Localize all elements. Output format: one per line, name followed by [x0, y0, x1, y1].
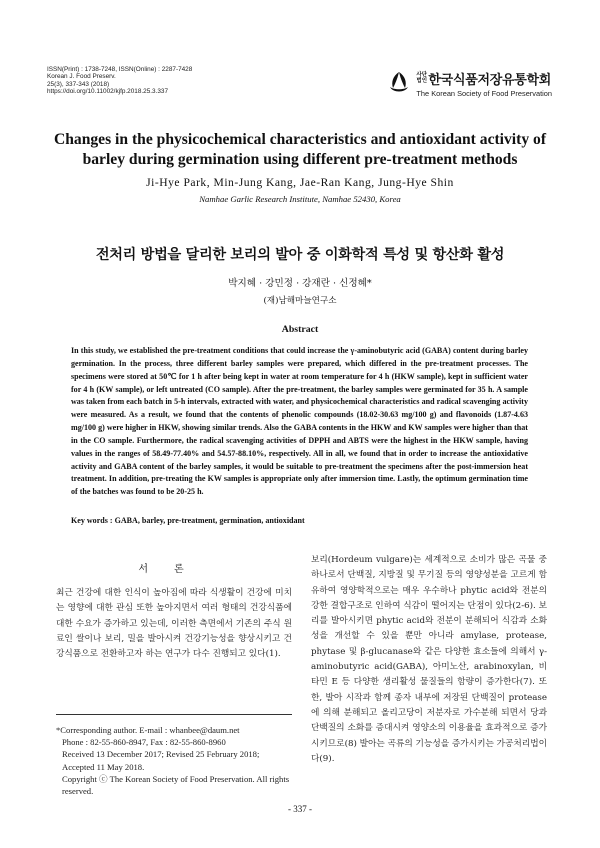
article-title-kr: 전처리 방법을 달리한 보리의 발아 중 이화학적 특성 및 항산화 활성 — [95, 247, 505, 263]
footnote — [56, 724, 292, 797]
society-logo-icon — [384, 68, 414, 98]
intro-paragraph-right: 보리(Hordeum vulgare)는 세계적으로 소비가 많은 곡물 중 하나로서 단백질, 지방질 및 무기질 등의 영양성분을 고르게 함유하여 영양학적으로는 매우 우수하나 phytic acid와 전분의 강한 결합구조로 인하여 식감이 떨어지는 단점이 있다(2-6). 보리를 발아시키면 phytic acid와 전분이 분해되어 식감과 소화성을 개선할 수 있을 뿐만 아니라 amylase, protease, phytase 및 β-glucanase와 같은 다양한 효소들에 의해서 γ-aminobutyric acid(GABA), 아미노산, arabinoxylan, 비타민 E 등 다양한 생리활성 물질들의 함량이 증가한다(7). 또한, 발아 시작과 함께 종자 내부에 저장된 단백질이 protease에 의해 분해되고 올리고당이 저분자로 가수분해 되면서 당과 단백질의 소화를 증대시켜 영양소의 이용율을 효과적으로 증가시키므로(8) 발아는 곡류의 기능성을 증가시키는 가공처리법이다(9). — [311, 555, 547, 764]
keywords: Key words : GABA, barley, pre-treatment, germination, antioxidant — [71, 516, 305, 525]
footnote-divider — [56, 714, 292, 715]
affiliation-kr: (재)남해마늘연구소 — [263, 296, 337, 306]
doi-link[interactable]: https://doi.org/10.11002/kjfp.2018.25.3.337 — [47, 88, 169, 96]
abstract-body: In this study, we established the pre-treatment conditions that could increase the γ-aminobutyric acid (GABA) content during barley germination. In the process, three different barley samples were prepared, which differed in the pre-treatment processes. The specimens were stored at 50℃ for 1 h after being kept in water at room temperature for 4 h (HKW sample), kept in sufficient water for 4 h (KW sample), or left untreated (CO sample). After the pre-treatment, the barley samples were germinated for 35 h. A sample was taken from each batch in 5-h intervals, extracted with water, and physicochemical characteristics and radical scavenging activity were measured. As a result, we found that the contents of phenolic compounds (18.02-30.63 mg/100 g) and flavonoids (1.87-4.63 mg/100 g) were higher in HKW, showing similar trends. Also the GABA contents in the HKW and KW samples were higher than that in the CO sample. Furthermore, the radical scavenging activities of DPPH and ABTS were the highest in the HKW sample, having values in the ranges of 58.49-77.40% and 54.57-88.10%, respectively. All in all, we found that in order to increase the antioxidative activity and GABA content of the barley samples, it would be suitable to pre-treatment the specimens after the post-immersion heat treatment. In addition, pre-treating the KW samples is appropriate only after immersion time. Lastly, the optimum germination time of the batches was found to be 20-25 h. — [71, 346, 528, 497]
abstract-heading: Abstract — [281, 324, 319, 335]
affiliation: Namhae Garlic Research Institute, Namhae 52430, Korea — [199, 194, 401, 204]
copyright: Copyright ⓒ The Korean Society of Food Preservation. All rights reserved. — [62, 773, 290, 797]
author-list: Ji-Hye Park, Min-Jung Kang, Jae-Ran Kang, Jung-Hye Shin — [146, 176, 454, 189]
received-dates: Received 13 December 2017; Revised 25 February 2018; Accepted 11 May 2018. — [62, 749, 260, 772]
society-header — [384, 68, 552, 98]
volume-pages: 25(3), 337-343 (2018) — [47, 80, 110, 88]
article-title: Changes in the physicochemical characteristics and antioxidant activity of barley during germination using different pre-treatment methods — [53, 131, 547, 168]
intro-paragraph-left: 최근 건강에 대한 인식이 높아짐에 따라 식생활이 건강에 미치는 영향에 대한 관심 또한 높아지면서 여러 형태의 건강식품에 대한 수요가 증가하고 있는데, 이러한 측면에서 기존의 주식 원료인 쌀이나 보리, 밀을 발아시켜 건강기능성을 향상시키고 건강식품으로 전환하고자 하는 연구가 다수 진행되고 있다(1). — [56, 588, 292, 660]
society-small-label: 사단법인 — [416, 72, 428, 84]
society-name-kr: 한국식품저장유통학회 — [428, 72, 552, 88]
journal-name: Korean J. Food Preserv. — [47, 73, 116, 81]
author-list-kr: 박지혜 · 강민정 · 강재란 · 신정혜* — [228, 278, 372, 289]
corresponding-author: *Corresponding author. E-mail : whanbee@daum.net — [56, 725, 240, 735]
journal-meta — [47, 66, 192, 96]
page-number: - 337 - — [288, 804, 312, 814]
contact-phone: Phone : 82-55-860-8947, Fax : 82-55-860-8960 — [62, 737, 226, 748]
intro-heading: 서론 — [138, 564, 210, 575]
issn-line: ISSN(Print) : 1738-7248, ISSN(Online) : 2287-7428 — [47, 66, 193, 73]
society-name-en: The Korean Society of Food Preservation — [416, 88, 552, 98]
